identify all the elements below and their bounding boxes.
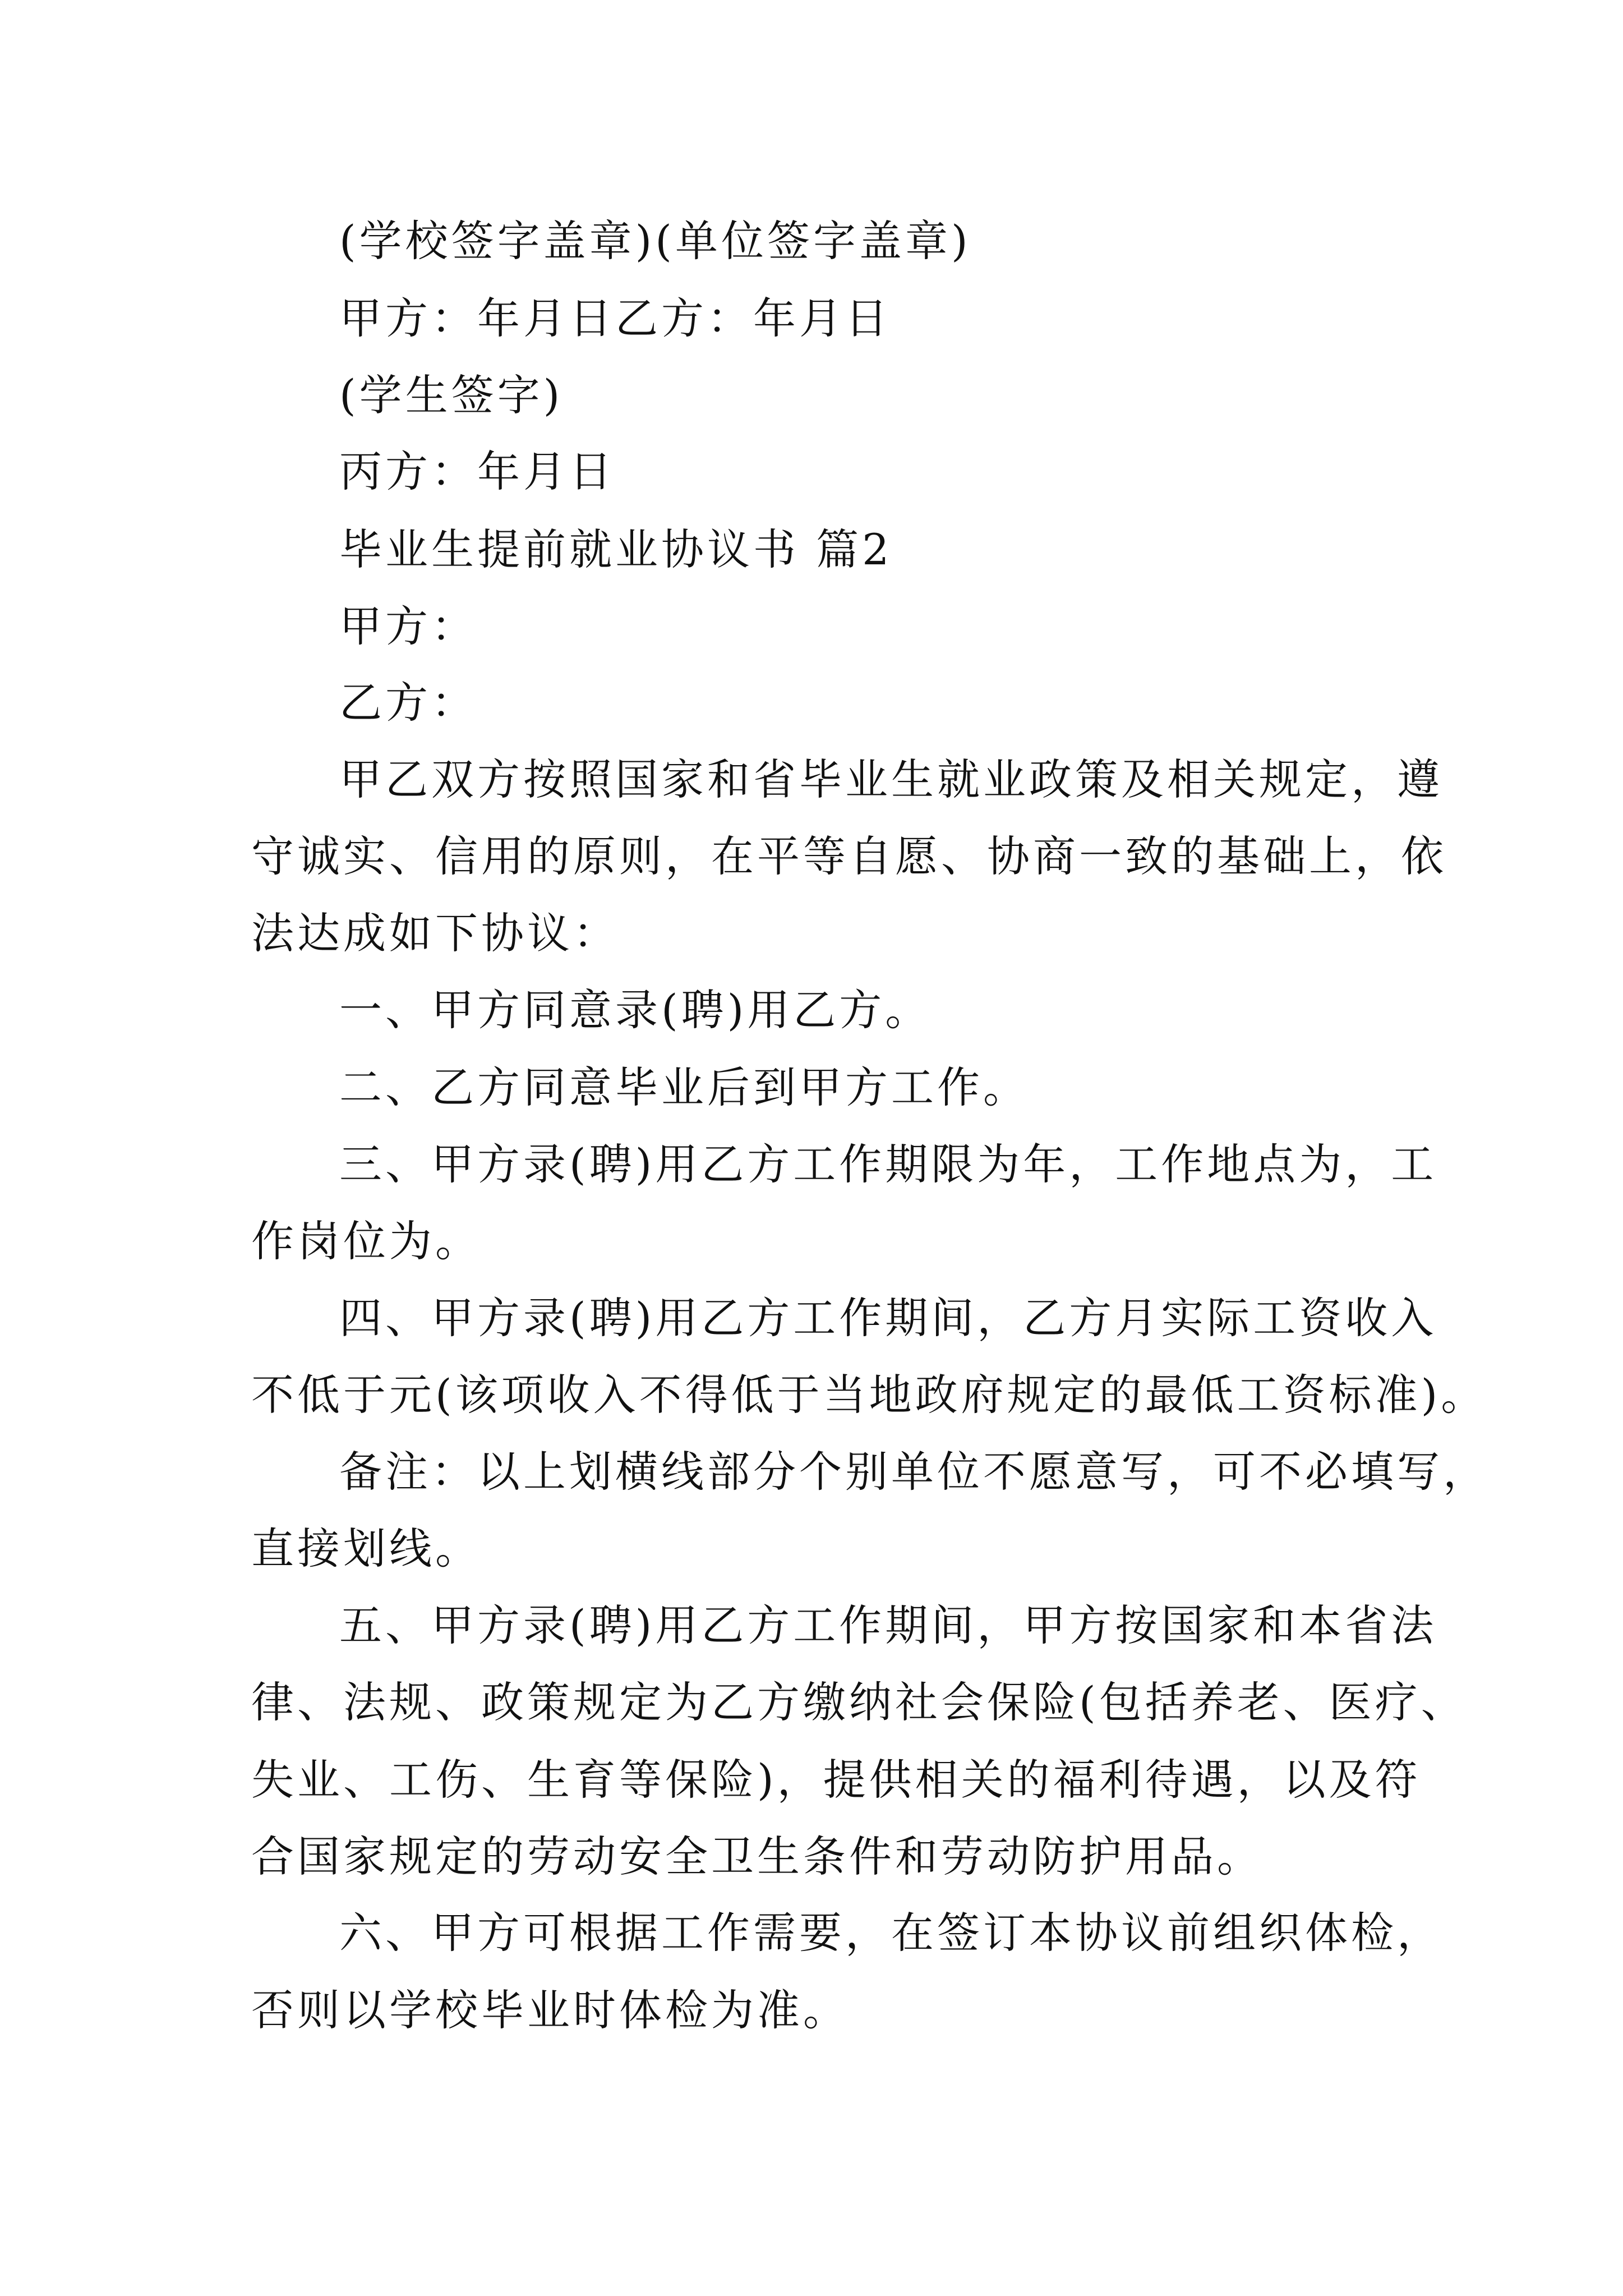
party-a-b-date-line: 甲方：年月日乙方：年月日 xyxy=(339,293,891,343)
clause-3-line-1: 三、甲方录(聘)用乙方工作期限为年，工作地点为，工 xyxy=(339,1139,1437,1189)
paragraph-intro-line-1: 甲乙双方按照国家和省毕业生就业政策及相关规定，遵 xyxy=(339,754,1443,804)
clause-4-line-2: 不低于元(该项收入不得低于当地政府规定的最低工资标准)。 xyxy=(251,1370,1487,1420)
paragraph-intro-line-2: 守诚实、信用的原则，在平等自愿、协商一致的基础上，依 xyxy=(251,831,1447,881)
clause-5-line-1: 五、甲方录(聘)用乙方工作期间，甲方按国家和本省法 xyxy=(339,1600,1437,1650)
party-c-date-line: 丙方：年月日 xyxy=(339,447,615,496)
clause-5-line-4: 合国家规定的劳动安全卫生条件和劳动防护用品。 xyxy=(251,1832,1263,1881)
section-heading: 毕业生提前就业协议书 篇2 xyxy=(339,524,893,574)
paragraph-intro-line-3: 法达成如下协议： xyxy=(251,908,619,958)
note-line-2: 直接划线。 xyxy=(251,1524,481,1573)
party-a-label: 甲方： xyxy=(339,601,477,651)
student-signature-line: (学生签字) xyxy=(339,370,564,420)
signature-stamp-line: (学校签字盖章)(单位签字盖章) xyxy=(339,216,971,266)
clause-4-line-1: 四、甲方录(聘)用乙方工作期间，乙方月实际工资收入 xyxy=(339,1293,1437,1343)
party-b-label: 乙方： xyxy=(339,678,477,728)
clause-6-line-1: 六、甲方可根据工作需要，在签订本协议前组织体检， xyxy=(339,1908,1443,1958)
clause-2: 二、乙方同意毕业后到甲方工作。 xyxy=(339,1062,1029,1112)
clause-6-line-2: 否则以学校毕业时体检为准。 xyxy=(251,1985,849,2035)
clause-3-line-2: 作岗位为。 xyxy=(251,1216,481,1266)
clause-5-line-2: 律、法规、政策规定为乙方缴纳社会保险(包括养老、医疗、 xyxy=(251,1677,1467,1727)
clause-1: 一、甲方同意录(聘)用乙方。 xyxy=(339,985,932,1035)
clause-5-line-3: 失业、工伤、生育等保险)，提供相关的福利待遇，以及符 xyxy=(251,1755,1421,1805)
note-line-1: 备注：以上划横线部分个别单位不愿意写，可不必填写， xyxy=(339,1447,1489,1497)
